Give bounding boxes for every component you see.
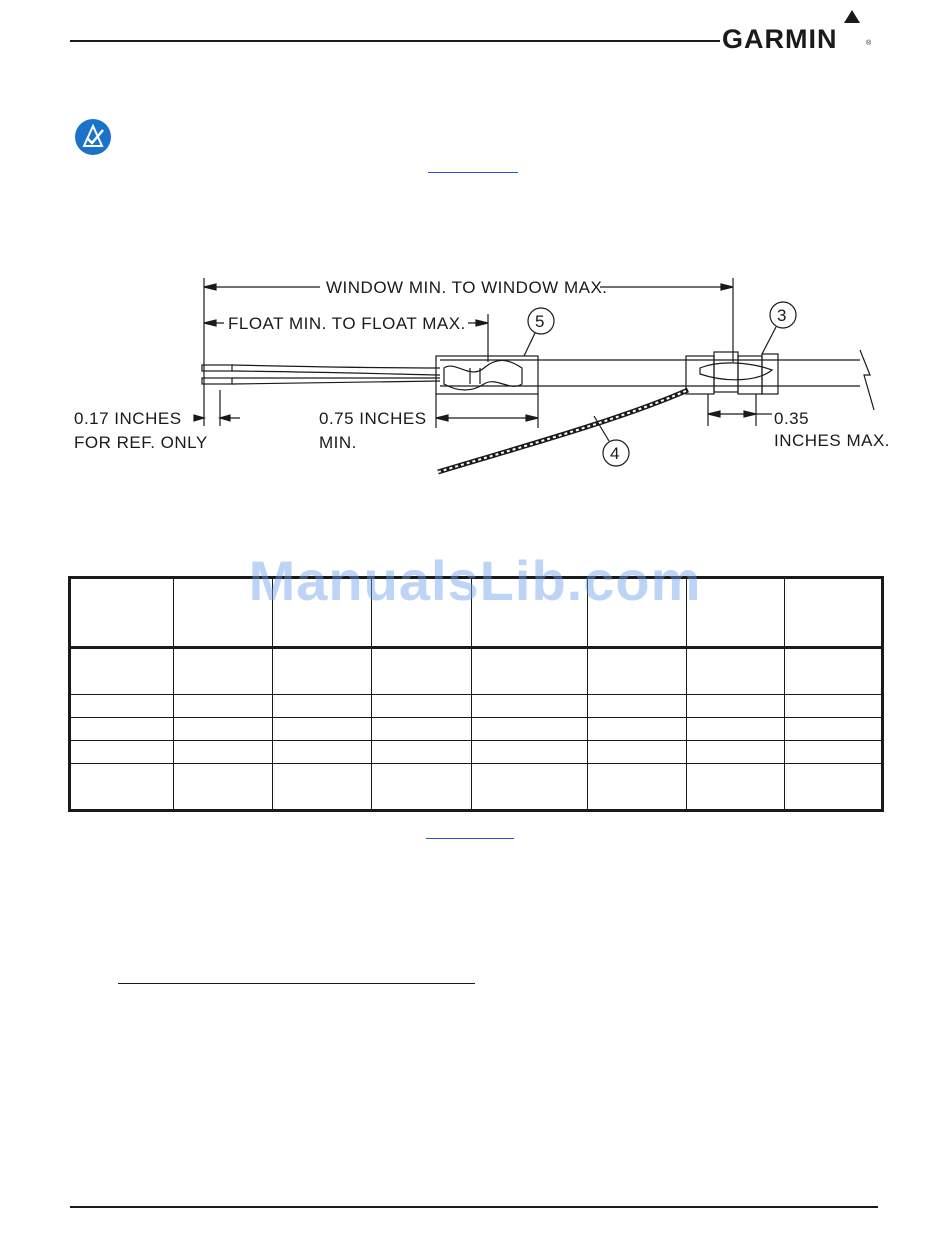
table-cell: [70, 717, 174, 740]
table-cell: [588, 764, 687, 811]
underline-rule: [118, 983, 475, 984]
ref-dimension-label-line2: FOR REF. ONLY: [74, 433, 208, 452]
table-cell: [687, 764, 785, 811]
min-dimension-label-line1: 0.75 INCHES: [319, 409, 427, 428]
table-cell: [687, 717, 785, 740]
table-cell: [785, 694, 883, 717]
footer-rule: [70, 1206, 878, 1208]
garmin-logo: GARMIN: [722, 24, 838, 54]
table-cell: [372, 717, 472, 740]
table-cell: [174, 717, 273, 740]
table-cell: [588, 741, 687, 764]
table-cell: [785, 717, 883, 740]
watermark: ManualsLib.com: [248, 549, 702, 612]
table-cell: [472, 648, 588, 695]
table-cell: [785, 648, 883, 695]
callout-4: 4: [610, 444, 620, 463]
table-cell: [472, 764, 588, 811]
table-cell: [174, 764, 273, 811]
table-cell: [70, 648, 174, 695]
callout-3: 3: [777, 306, 787, 325]
table-cell: [687, 648, 785, 695]
max-dimension-label-line1: 0.35: [774, 409, 810, 428]
ref-dimension-label-line1: 0.17 INCHES: [74, 409, 182, 428]
float-dimension-label: FLOAT MIN. TO FLOAT MAX.: [228, 314, 466, 333]
cross-reference-link-1[interactable]: [428, 172, 518, 173]
table-cell: [472, 694, 588, 717]
header-rule: [70, 40, 720, 42]
callout-5: 5: [535, 312, 545, 331]
table-row: [70, 741, 883, 764]
table-cell: [273, 694, 372, 717]
table-cell: [588, 694, 687, 717]
table-cell: [785, 764, 883, 811]
cross-reference-link-2[interactable]: [426, 838, 514, 839]
table-cell: [273, 717, 372, 740]
registered-mark: ®: [866, 40, 872, 47]
note-check-icon: [74, 118, 112, 156]
table-cell: [372, 764, 472, 811]
table-cell: [372, 648, 472, 695]
table-cell: [70, 741, 174, 764]
table-cell: [472, 741, 588, 764]
table-cell: [588, 648, 687, 695]
table-cell: [273, 741, 372, 764]
coax-strip-diagram: [60, 250, 900, 490]
table-row: [70, 764, 883, 811]
table-cell: [273, 764, 372, 811]
table-cell: [588, 717, 687, 740]
table-cell: [174, 694, 273, 717]
table-row: [70, 717, 883, 740]
table-cell: [785, 741, 883, 764]
window-dimension-label: WINDOW MIN. TO WINDOW MAX.: [326, 278, 608, 297]
table-cell: [472, 717, 588, 740]
table-cell: [372, 694, 472, 717]
table-row: [70, 648, 883, 695]
table-cell: [372, 741, 472, 764]
table-cell: [687, 741, 785, 764]
table-cell: [687, 694, 785, 717]
max-dimension-label-line2: INCHES MAX.: [774, 431, 891, 450]
table-row: [70, 694, 883, 717]
table-cell: [273, 648, 372, 695]
min-dimension-label-line2: MIN.: [319, 433, 357, 452]
garmin-logo-triangle-icon: [844, 10, 860, 23]
table-cell: [174, 648, 273, 695]
table-cell: [70, 694, 174, 717]
table-cell: [174, 741, 273, 764]
table-cell: [70, 764, 174, 811]
